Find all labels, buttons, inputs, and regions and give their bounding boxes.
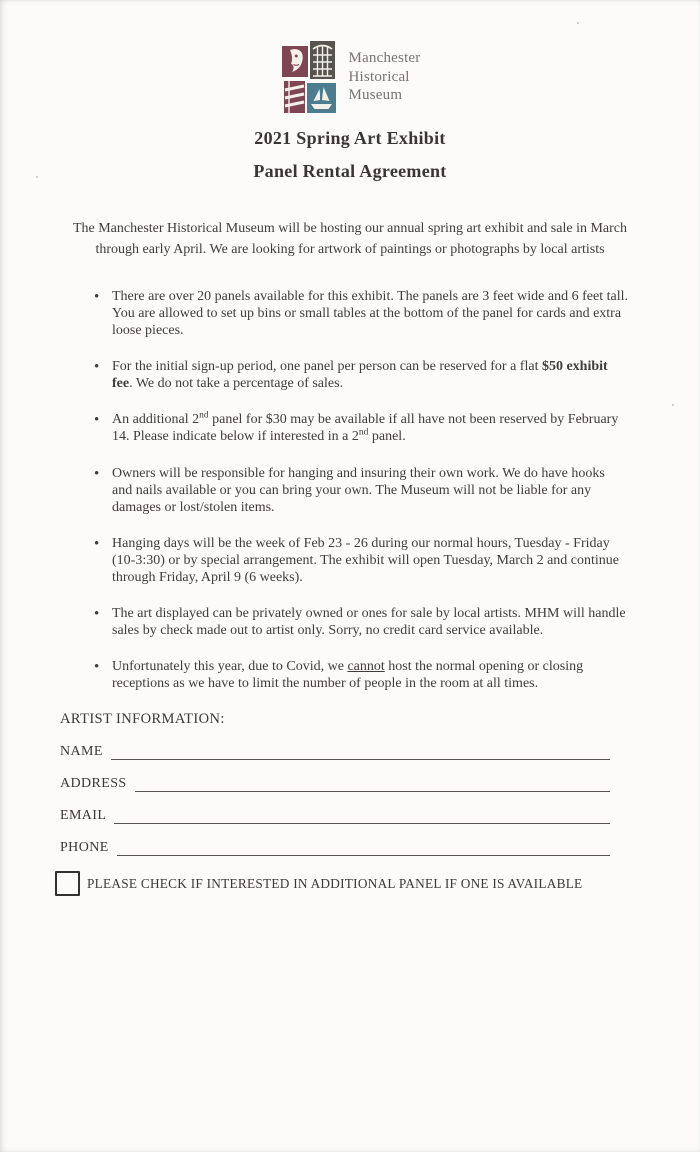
page-title: 2021 Spring Art Exhibit: [254, 128, 446, 148]
bullet-item: • An additional 2nd panel for $30 may be available if all have not been reserved by February 14. Please indicate below if interested in a 2nd panel.: [112, 411, 628, 445]
bullet-item: • Owners will be responsible for hanging and insuring their own work. We do have hooks and nails available or you can bring your own. The Museum will not be liable for any damages or lost/stolen items.: [112, 465, 628, 516]
field-label: NAME: [60, 744, 103, 760]
intro-paragraph: The Manchester Historical Museum will be hosting our annual spring art exhibit and sale in March through early April. We are looking for artwork of paintings or photographs by local artists: [72, 221, 628, 257]
phone-input-line[interactable]: [117, 838, 610, 856]
museum-logo: [0, 40, 700, 114]
artist-fields: [60, 741, 610, 856]
logo-name-line: Historical: [348, 68, 410, 85]
field-label: ADDRESS: [60, 776, 127, 792]
logo-name-line: Manchester: [348, 49, 421, 66]
bullet-item: • There are over 20 panels available for this exhibit. The panels are 3 feet wide and 6 feet tall. You are allowed to set up bins or small tables at the bottom of the panel for cards and extra loose pieces.: [112, 288, 628, 339]
email-input-line[interactable]: [114, 806, 610, 824]
field-label: EMAIL: [60, 808, 107, 824]
bullet-item: • The art displayed can be privately owned or ones for sale by local artists. MHM will handle sales by check made out to artist only. Sorry, no credit card service available.: [112, 605, 628, 639]
page-subtitle: Panel Rental Agreement: [253, 161, 447, 181]
museum-logo-icon: [280, 41, 340, 113]
scan-speck: [36, 176, 38, 178]
artist-information-section: [0, 711, 700, 856]
field-row-name: [60, 741, 610, 760]
scan-speck: [577, 22, 579, 24]
name-input-line[interactable]: [111, 742, 610, 760]
additional-panel-checkbox-row: [55, 871, 700, 896]
field-label: PHONE: [60, 840, 109, 856]
address-input-line[interactable]: [135, 774, 610, 792]
additional-panel-checkbox[interactable]: [55, 871, 80, 896]
bullet-list: [0, 288, 700, 692]
museum-logo-name: [349, 49, 421, 105]
artist-information-heading: ARTIST INFORMATION:: [60, 711, 225, 728]
bullet-item: • For the initial sign-up period, one panel per person can be reserved for a flat $50 exhibit fee. We do not take a percentage of sales.: [112, 358, 628, 392]
logo-name-line: Museum: [348, 87, 403, 104]
bullet-item: • Hanging days will be the week of Feb 23 - 26 during our normal hours, Tuesday - Friday (10-3:30) or by special arrangement. The exhibit will open Tuesday, March 2 and continue through Friday, April 9 (6 weeks).: [112, 535, 628, 586]
additional-panel-checkbox-label: PLEASE CHECK IF INTERESTED IN ADDITIONAL PANEL IF ONE IS AVAILABLE: [87, 875, 583, 891]
field-row-address: [60, 773, 610, 792]
bullet-item: • Unfortunately this year, due to Covid, we cannot host the normal opening or closing receptions as we have to limit the number of people in the room at all times.: [112, 658, 628, 692]
field-row-phone: [60, 837, 610, 856]
scan-speck: [672, 404, 674, 406]
field-row-email: [60, 805, 610, 824]
